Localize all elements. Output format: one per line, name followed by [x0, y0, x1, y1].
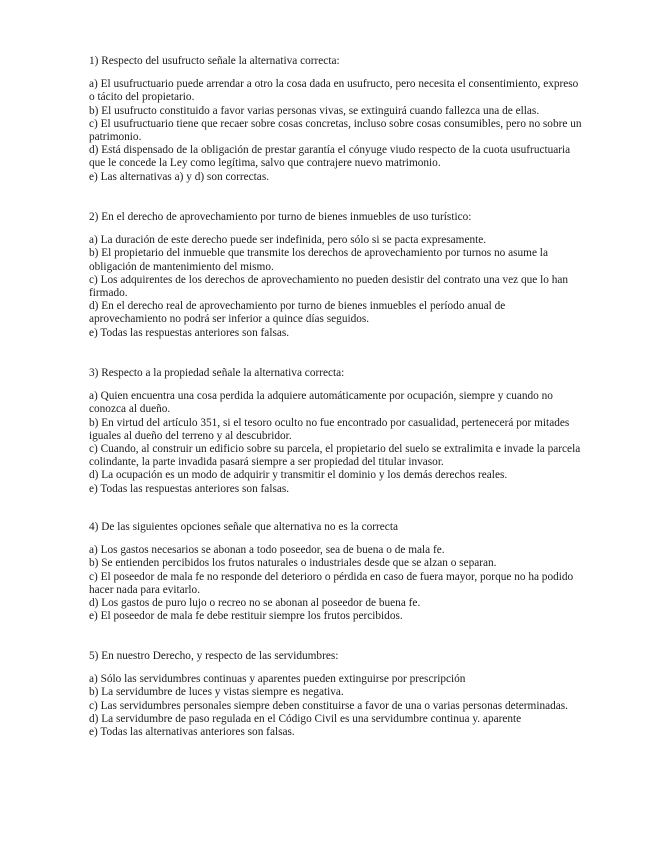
options-list [89, 390, 584, 496]
options-list [89, 234, 584, 340]
option-e: e) Las alternativas a) y d) son correctas. [89, 170, 270, 183]
option-d: d) La ocupación es un modo de adquirir y transmitir el dominio y los demás derechos reales. [89, 469, 508, 482]
question-title: 3) Respecto a la propiedad señale la alternativa correcta: [89, 367, 345, 379]
option-b: b) La servidumbre de luces y vistas siempre es negativa. [89, 686, 344, 699]
option-b: b) Se entienden percibidos los frutos naturales o industriales desde que se alzan o separan. [89, 557, 497, 570]
option-a: a) El usufructuario puede arrendar a otro la cosa dada en usufructo, pero necesita el consentimiento, expreso o tácito del propietario. [89, 78, 579, 104]
question-title: 5) En nuestro Derecho, y respecto de las servidumbres: [89, 650, 339, 662]
option-a: a) Sólo las servidumbres continuas y aparentes pueden extinguirse por prescripción [89, 673, 466, 686]
option-d: d) La servidumbre de paso regulada en el Código Civil es una servidumbre continua y. aparente [89, 712, 522, 725]
option-c: c) Los adquirentes de los derechos de aprovechamiento no pueden desistir del contrato una vez que lo han firmado. [89, 273, 569, 300]
question-2 [89, 211, 584, 340]
option-e: e) El poseedor de mala fe debe restituir siempre los frutos percibidos. [89, 610, 403, 623]
option-b: b) En virtud del artículo 351, si el tesoro oculto no fue encontrado por casualidad, pertenecerá por mitades iguales al dueño del terreno y al descubridor. [89, 416, 570, 442]
question-title: 4) De las siguientes opciones señale que alternativa no es la correcta [89, 521, 398, 533]
option-c: c) Cuando, al construir un edificio sobre su parcela, el propietario del suelo se extralimita e invade la parcela colindante, la parte invadida pasará siempre a ser propiedad del titular invasor. [89, 443, 581, 469]
question-title: 1) Respecto del usufructo señale la alternativa correcta: [89, 55, 340, 67]
option-a: a) La duración de este derecho puede ser indefinida, pero sólo si se pacta expresamente. [89, 234, 487, 247]
option-e: e) Todas las respuestas anteriores son falsas. [89, 326, 290, 339]
option-b: b) El propietario del inmueble que transmite los derechos de aprovechamiento por turnos no asume la obligación de mantenimiento del mismo. [89, 247, 548, 273]
question-4 [89, 521, 584, 623]
option-d: d) Está dispensado de la obligación de prestar garantía el cónyuge viudo respecto de la cuota usufructuaria que le concede la Ley como legítima, salvo que contrajere nuevo matrimonio. [89, 144, 571, 170]
question-1 [89, 55, 584, 184]
question-title: 2) En el derecho de aprovechamiento por turno de bienes inmuebles de uso turístico: [89, 211, 472, 223]
options-list [89, 673, 584, 739]
option-e: e) Todas las alternativas anteriores son falsas. [89, 726, 295, 739]
option-e: e) Todas las respuestas anteriores son falsas. [89, 482, 290, 495]
option-c: c) El usufructuario tiene que recaer sobre cosas concretas, incluso sobre cosas consumibles, pero no sobre un patrimonio. [89, 117, 582, 144]
option-c: c) Las servidumbres personales siempre deben constituirse a favor de una o varias personas determinadas. [89, 699, 569, 712]
option-b: b) El usufructo constituido a favor varias personas vivas, se extinguirá cuando fallezca una de ellas. [89, 104, 540, 117]
option-a: a) Los gastos necesarios se abonan a todo poseedor, sea de buena o de mala fe. [89, 544, 445, 557]
options-list [89, 544, 584, 623]
options-list [89, 78, 584, 184]
question-5 [89, 650, 584, 739]
option-d: d) En el derecho real de aprovechamiento por turno de bienes inmuebles el período anual de aprovechamiento no podrá ser inferior a quince días seguidos. [89, 300, 506, 326]
option-c: c) El poseedor de mala fe no responde del deterioro o pérdida en caso de fuera mayor, porque no ha podido hacer nada para evitarlo. [89, 570, 574, 596]
option-a: a) Quien encuentra una cosa perdida la adquiere automáticamente por ocupación, siempre y cuando no conozca al dueño. [89, 390, 553, 416]
question-3 [89, 367, 584, 496]
option-d: d) Los gastos de puro lujo o recreo no se abonan al poseedor de buena fe. [89, 597, 421, 610]
